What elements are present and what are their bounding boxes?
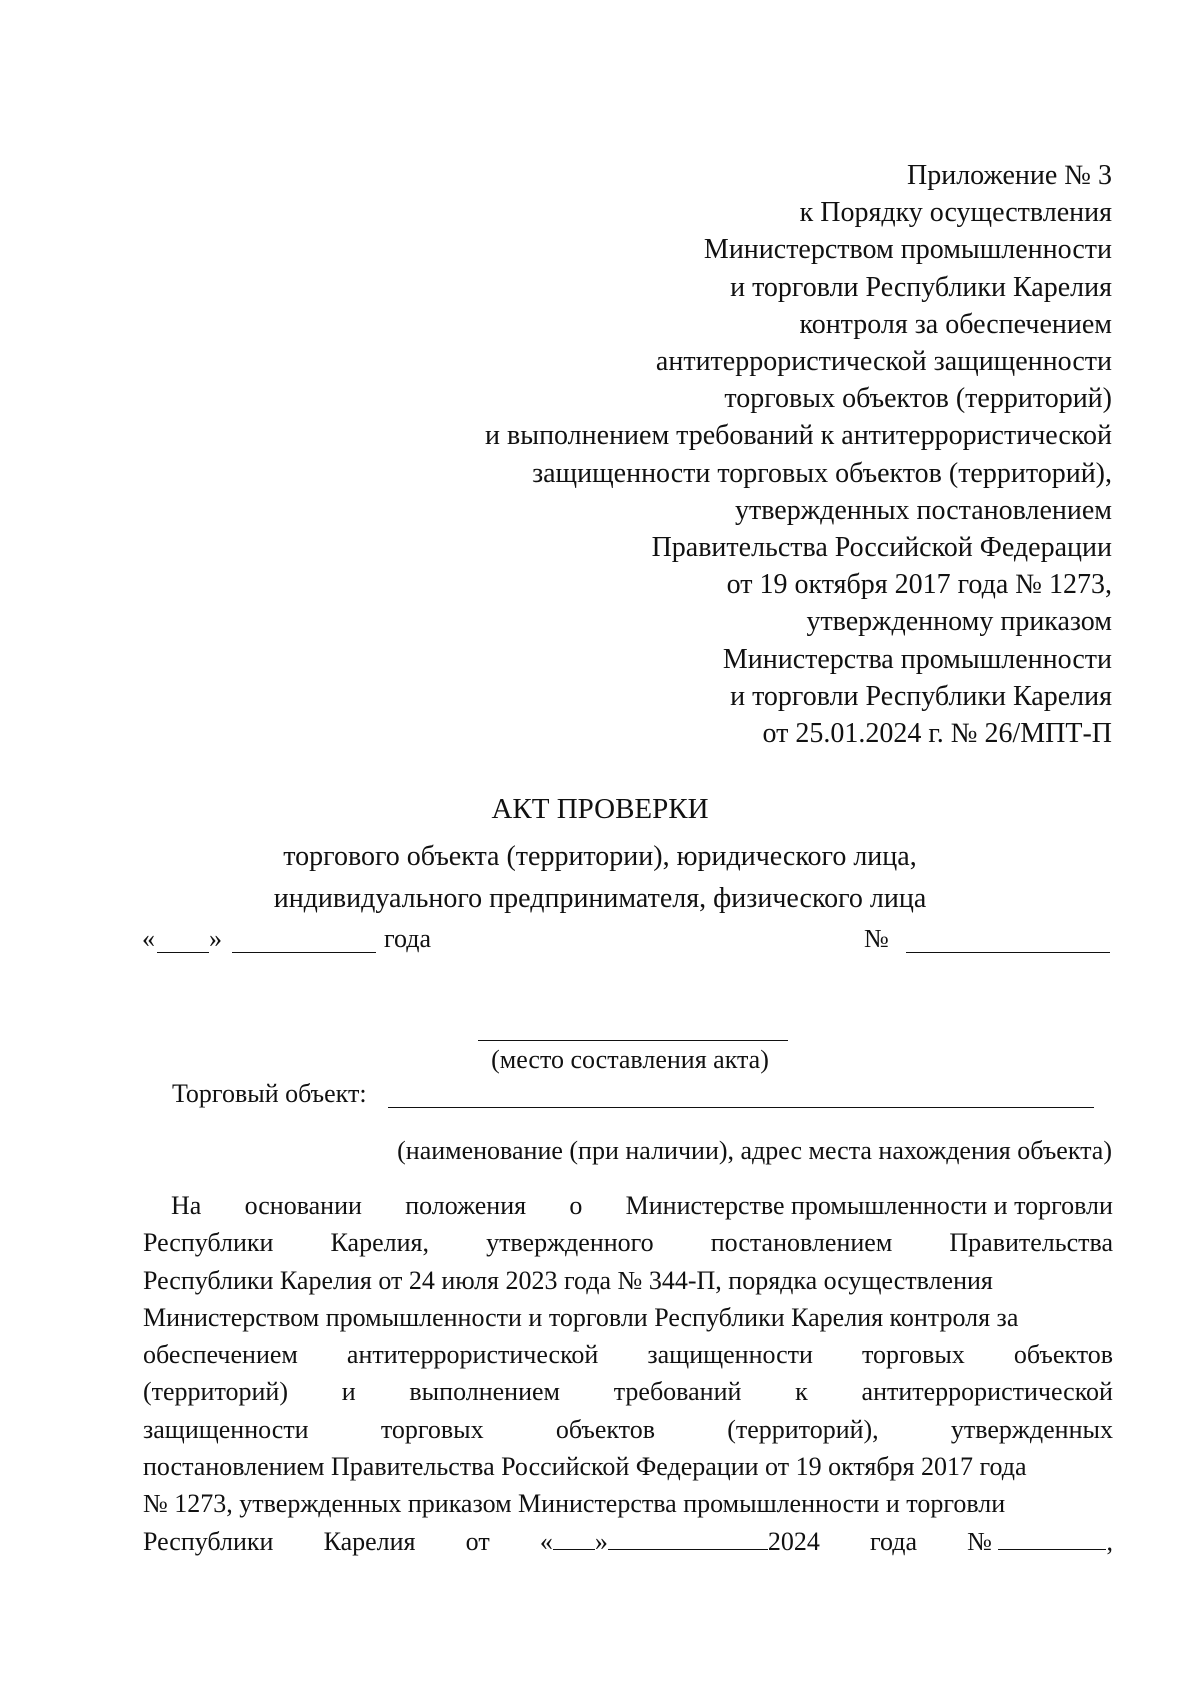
order-year: 2024 [767, 1526, 820, 1556]
day-blank-field[interactable] [157, 952, 209, 953]
place-blank-field[interactable] [478, 1040, 788, 1041]
object-caption: (наименование (при наличии), адрес места нахождения объекта) [397, 1136, 1112, 1165]
appendix-line: утвержденных постановлением [735, 494, 1112, 526]
body-line [143, 1224, 1113, 1261]
body-word: к [795, 1377, 808, 1407]
appendix-line: антитеррористической защищенности [655, 346, 1112, 378]
order-date-group [540, 1523, 820, 1560]
body-line [143, 1187, 1113, 1224]
body-word: о [569, 1191, 583, 1220]
body-word: обеспечением [143, 1340, 298, 1370]
body-word: года [869, 1526, 918, 1556]
act-subtitle-line-2: индивидуального предпринимателя, физического лица [273, 883, 927, 914]
order-month-blank-field[interactable] [608, 1525, 768, 1550]
number-sign: № [864, 924, 889, 953]
body-line [143, 1299, 1113, 1336]
comma: , [1106, 1526, 1113, 1556]
appendix-line: к Порядку осуществления [799, 197, 1112, 229]
body-line [143, 1262, 1113, 1299]
body-text-run: № 1273, утвержденных приказом Министерства промышленности и торговли [143, 1489, 1006, 1519]
body-word: Министерстве промышленности и торговли [625, 1191, 1113, 1220]
body-word: защищенности [647, 1340, 813, 1370]
body-word: защищенности [143, 1414, 309, 1444]
act-subtitle-line-1: торгового объекта (территории), юридического лица, [283, 841, 917, 872]
body-line [143, 1448, 1113, 1485]
appendix-line: защищенности торговых объектов (территорий), [532, 457, 1112, 489]
appendix-line: торговых объектов (территорий) [724, 383, 1112, 415]
body-word: антитеррористической [861, 1377, 1113, 1407]
appendix-line: Министерства промышленности [722, 643, 1112, 675]
body-word: утвержденного [486, 1228, 654, 1258]
appendix-line: и торговли Республики Карелия [730, 680, 1112, 712]
order-day-blank-field[interactable] [553, 1525, 595, 1550]
body-word: Карелия, [330, 1228, 429, 1258]
object-blank-field[interactable] [388, 1107, 1094, 1108]
act-title: АКТ ПРОВЕРКИ [491, 793, 709, 825]
order-number-group [967, 1523, 1113, 1560]
appendix-line: Правительства Российской Федерации [651, 532, 1112, 564]
body-word: Республики [143, 1228, 274, 1258]
body-paragraph [143, 1187, 1113, 1560]
body-word: На [171, 1191, 202, 1220]
year-word: года [384, 924, 432, 953]
body-word: и [341, 1377, 356, 1407]
act-date-number-row [142, 922, 1112, 956]
body-word: от [465, 1526, 490, 1556]
act-number-blank-field[interactable] [906, 952, 1110, 953]
order-number-blank-field[interactable] [998, 1525, 1106, 1550]
body-word: торговых [380, 1414, 484, 1444]
appendix-line: от 25.01.2024 г. № 26/МПТ-П [762, 718, 1112, 750]
body-word: утвержденных [950, 1414, 1113, 1444]
appendix-line: Министерством промышленности [703, 234, 1112, 266]
body-word: требований [613, 1377, 742, 1407]
body-word: Карелия [323, 1526, 416, 1556]
quote-open: « [539, 1526, 553, 1556]
body-word: объектов [555, 1414, 655, 1444]
body-text-run: Министерством промышленности и торговли Республики Карелия контроля за [143, 1302, 1019, 1332]
body-word: торговых [862, 1340, 965, 1370]
body-line [143, 1411, 1113, 1448]
body-line [143, 1485, 1113, 1522]
month-blank-field[interactable] [232, 952, 376, 953]
number-sign: № [967, 1526, 992, 1556]
body-word: (территорий) [143, 1377, 288, 1407]
quote-close: » [594, 1526, 608, 1556]
body-word: (территорий), [727, 1414, 879, 1444]
appendix-line: от 19 октября 2017 года № 1273, [726, 569, 1112, 601]
appendix-line: утвержденному приказом [806, 606, 1112, 638]
body-text-run: постановлением Правительства Российской Федерации от 19 октября 2017 года [143, 1452, 1027, 1482]
body-word: основании [244, 1191, 362, 1220]
appendix-line: контроля за обеспечением [799, 308, 1112, 340]
date-open-quote: « [142, 924, 155, 953]
appendix-line: Приложение № 3 [907, 160, 1112, 191]
body-line [143, 1336, 1113, 1373]
body-word: положения [405, 1191, 527, 1220]
object-label: Торговый объект: [172, 1079, 367, 1108]
appendix-line: и торговли Республики Карелия [730, 271, 1112, 303]
date-close-quote: » [209, 924, 222, 953]
body-line [143, 1373, 1113, 1410]
body-line-last [143, 1523, 1113, 1560]
body-word: выполнением [409, 1377, 560, 1407]
body-word: антитеррористической [346, 1340, 599, 1370]
appendix-header [212, 157, 1112, 752]
body-word: Республики [143, 1526, 274, 1556]
place-caption: (место составления акта) [491, 1045, 769, 1074]
appendix-line: и выполнением требований к антитеррористической [485, 420, 1112, 452]
body-word: объектов [1013, 1340, 1113, 1370]
body-word: Правительства [949, 1228, 1113, 1258]
body-text-run: Республики Карелия от 24 июля 2023 года № 344-П, порядка осуществления [143, 1265, 993, 1295]
body-word: постановлением [710, 1228, 893, 1258]
